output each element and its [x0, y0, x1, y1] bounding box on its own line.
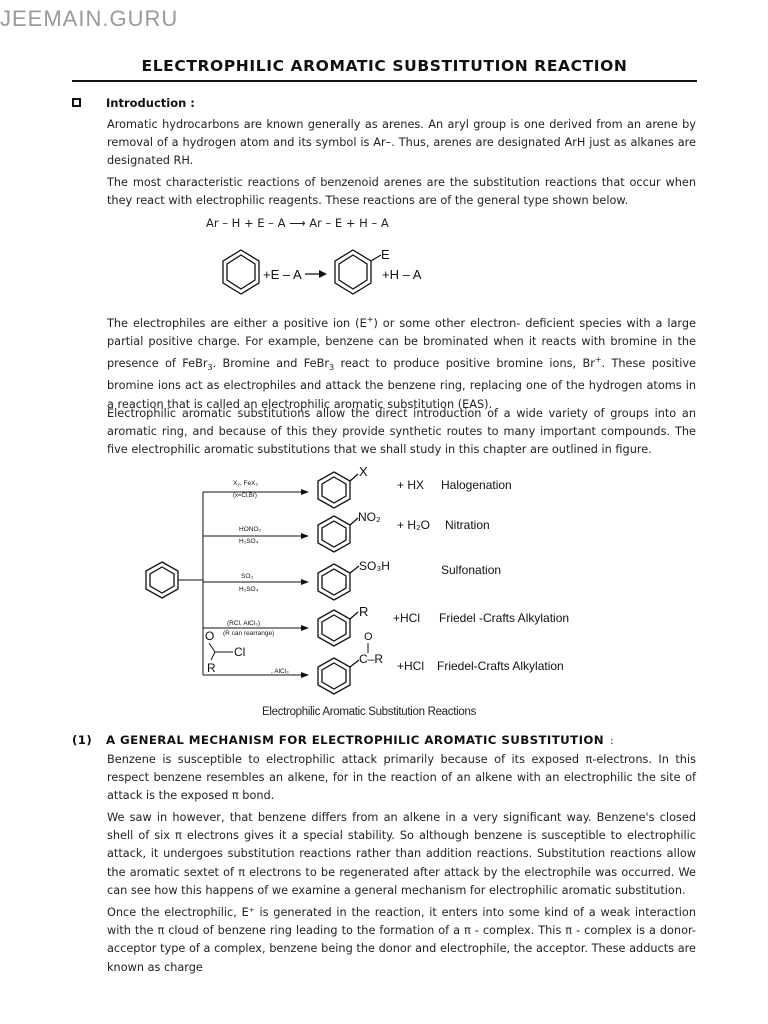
- intro-heading-label: Introduction :: [106, 96, 195, 110]
- eas-reactions-scheme: [135, 460, 605, 700]
- svg-text:Friedel -Crafts Alkylation: Friedel -Crafts Alkylation: [439, 611, 570, 625]
- sulfonation-row: [203, 559, 501, 600]
- halogenation-row: [203, 464, 512, 508]
- scheme1-reagent: +E – A: [263, 267, 302, 282]
- benzene-ring-icon: [318, 516, 358, 552]
- svg-text:R: R: [207, 661, 216, 675]
- section-1-paragraph-1: Benzene is susceptible to electrophilic attack primarily because of its exposed π-electrons. In this respect benzene resembles an alkene, for in the reaction of an alkene with an electrophilic the site of attack is the exposed π bond.: [107, 753, 696, 803]
- svg-text:X₂, FeX₃: X₂, FeX₃: [233, 480, 259, 487]
- svg-text:HONO₂: HONO₂: [239, 526, 262, 533]
- benzene-ring-icon: [223, 250, 259, 294]
- svg-text:C–R: C–R: [359, 652, 384, 666]
- svg-text:(x=Cl,Br): (x=Cl,Br): [233, 493, 257, 499]
- branch-connector: [178, 492, 203, 675]
- svg-text:Halogenation: Halogenation: [441, 478, 512, 492]
- section-title-text: A GENERAL MECHANISM FOR ELECTROPHILIC AROMATIC SUBSTITUTION: [106, 733, 605, 747]
- section-1-paragraph-3: Once the electrophilic, E⁺ is generated in the reaction, it enters into some kind of a weak interaction with the π cloud of benzene ring leading to the formation of a π - complex. This π - complex is a donor-acceptor type of a complex, benzene being the donor and electrophile, the acceptor. These adducts are known as charge: [107, 906, 696, 974]
- svg-text:Friedel-Crafts Alkylation: Friedel-Crafts Alkylation: [437, 659, 564, 673]
- substituted-benzene-ring-icon: [335, 250, 381, 294]
- intro-paragraph-3: The electrophiles are either a positive ion (E+) or some other electron- deficient species with a large partial positive charge. For example, benzene can be brominated when it reacts with bromine in the presence of FeBr$_3$. Bromine and FeBr$_3$ react to produce positive bromine ions, Br+. These positive bromine ions act as electrophiles and attack the benzene ring, replacing one of the hydrogen atoms in a reaction that is called an electrophilic aromatic substitution (EAS).: [107, 315, 696, 411]
- benzene-ring-icon: [318, 564, 359, 600]
- section-title-colon: :: [610, 736, 614, 747]
- intro-paragraph-2: The most characteristic reactions of benzenoid arenes are the substitution reactions that occur when they react with electrophilic reagents. These reactions are of the general type shown below.: [107, 176, 696, 208]
- svg-text:X: X: [359, 464, 368, 479]
- benzene-ring-icon: [318, 610, 358, 646]
- svg-text:SO₃: SO₃: [241, 573, 254, 580]
- alkylation-row: [203, 604, 569, 646]
- benzene-ring-icon: [318, 658, 359, 694]
- svg-text:R: R: [359, 604, 369, 619]
- benzene-ring-icon: [318, 472, 358, 508]
- svg-text:(R can rearrange): (R can rearrange): [223, 630, 275, 637]
- svg-text:+ HX: + HX: [397, 478, 425, 492]
- svg-text:+HCl: +HCl: [397, 659, 425, 673]
- section-number: (1): [72, 733, 93, 747]
- reaction-arrow-icon: [305, 270, 327, 278]
- svg-text:, AlCl₃: , AlCl₃: [271, 668, 289, 675]
- intro-paragraph-1: Aromatic hydrocarbons are known generally as arenes. An aryl group is one derived from an arene by removal of a hydrogen atom and its symbol is Ar–. Thus, arenes are designated ArH just as alkanes are designated RH.: [107, 118, 696, 168]
- svg-text:(RCl, AlCl₃): (RCl, AlCl₃): [227, 620, 260, 627]
- site-watermark: JEEMAIN.GURU: [0, 6, 179, 31]
- svg-text:Cl: Cl: [234, 645, 246, 659]
- general-reaction-scheme: [215, 245, 455, 300]
- svg-text:H₂SO₄: H₂SO₄: [239, 586, 259, 593]
- section-title: [106, 733, 614, 747]
- scheme1-substituent: E: [381, 247, 390, 262]
- svg-text:Sulfonation: Sulfonation: [441, 563, 502, 577]
- page-title: ELECTROPHILIC AROMATIC SUBSTITUTION REACTION: [141, 57, 628, 75]
- intro-paragraph-4: Electrophilic aromatic substitutions allow the direct introduction of a wide variety of groups into an aromatic ring, and because of this they provide synthetic routes to many important compounds. The five electrophilic aromatic substitutions that we shall study in this chapter are outlined in figure.: [107, 407, 696, 457]
- title-underline: [72, 80, 697, 82]
- svg-text:+ H₂O: + H₂O: [397, 518, 430, 532]
- svg-text:H₂SO₄: H₂SO₄: [239, 538, 259, 545]
- nitration-row: [203, 510, 490, 552]
- figure-caption: Electrophilic Aromatic Substitution Reactions: [261, 706, 477, 718]
- acylation-row: [203, 629, 564, 694]
- section-1-paragraph-2: We saw in however, that benzene differs from an alkene in a very significant way. Benzene's closed shell of six π electrons gives it a special stability. So although benzene is susceptible to electrophilic attack, it undergoes substitution reactions rather than addition reactions. Substitution reactions allow the aromatic sextet of π electrons to be regenerated after attack by the electrophile was occurred. We can see how this happens of we examine a general mechanism for electrophilic aromatic substitution.: [107, 811, 696, 897]
- svg-text:O: O: [364, 631, 373, 643]
- svg-text:Nitration: Nitration: [445, 518, 490, 532]
- general-equation: Ar – H + E – A ⟶ Ar – E + H – A: [206, 216, 389, 230]
- svg-text:SO₃H: SO₃H: [359, 559, 390, 573]
- svg-text:O: O: [205, 629, 215, 643]
- checkbox-bullet-icon: [72, 98, 81, 107]
- scheme1-byproduct: +H – A: [382, 267, 422, 282]
- svg-text:NO₂: NO₂: [358, 510, 381, 524]
- svg-text:+HCl: +HCl: [393, 611, 421, 625]
- benzene-ring-icon: [146, 562, 178, 598]
